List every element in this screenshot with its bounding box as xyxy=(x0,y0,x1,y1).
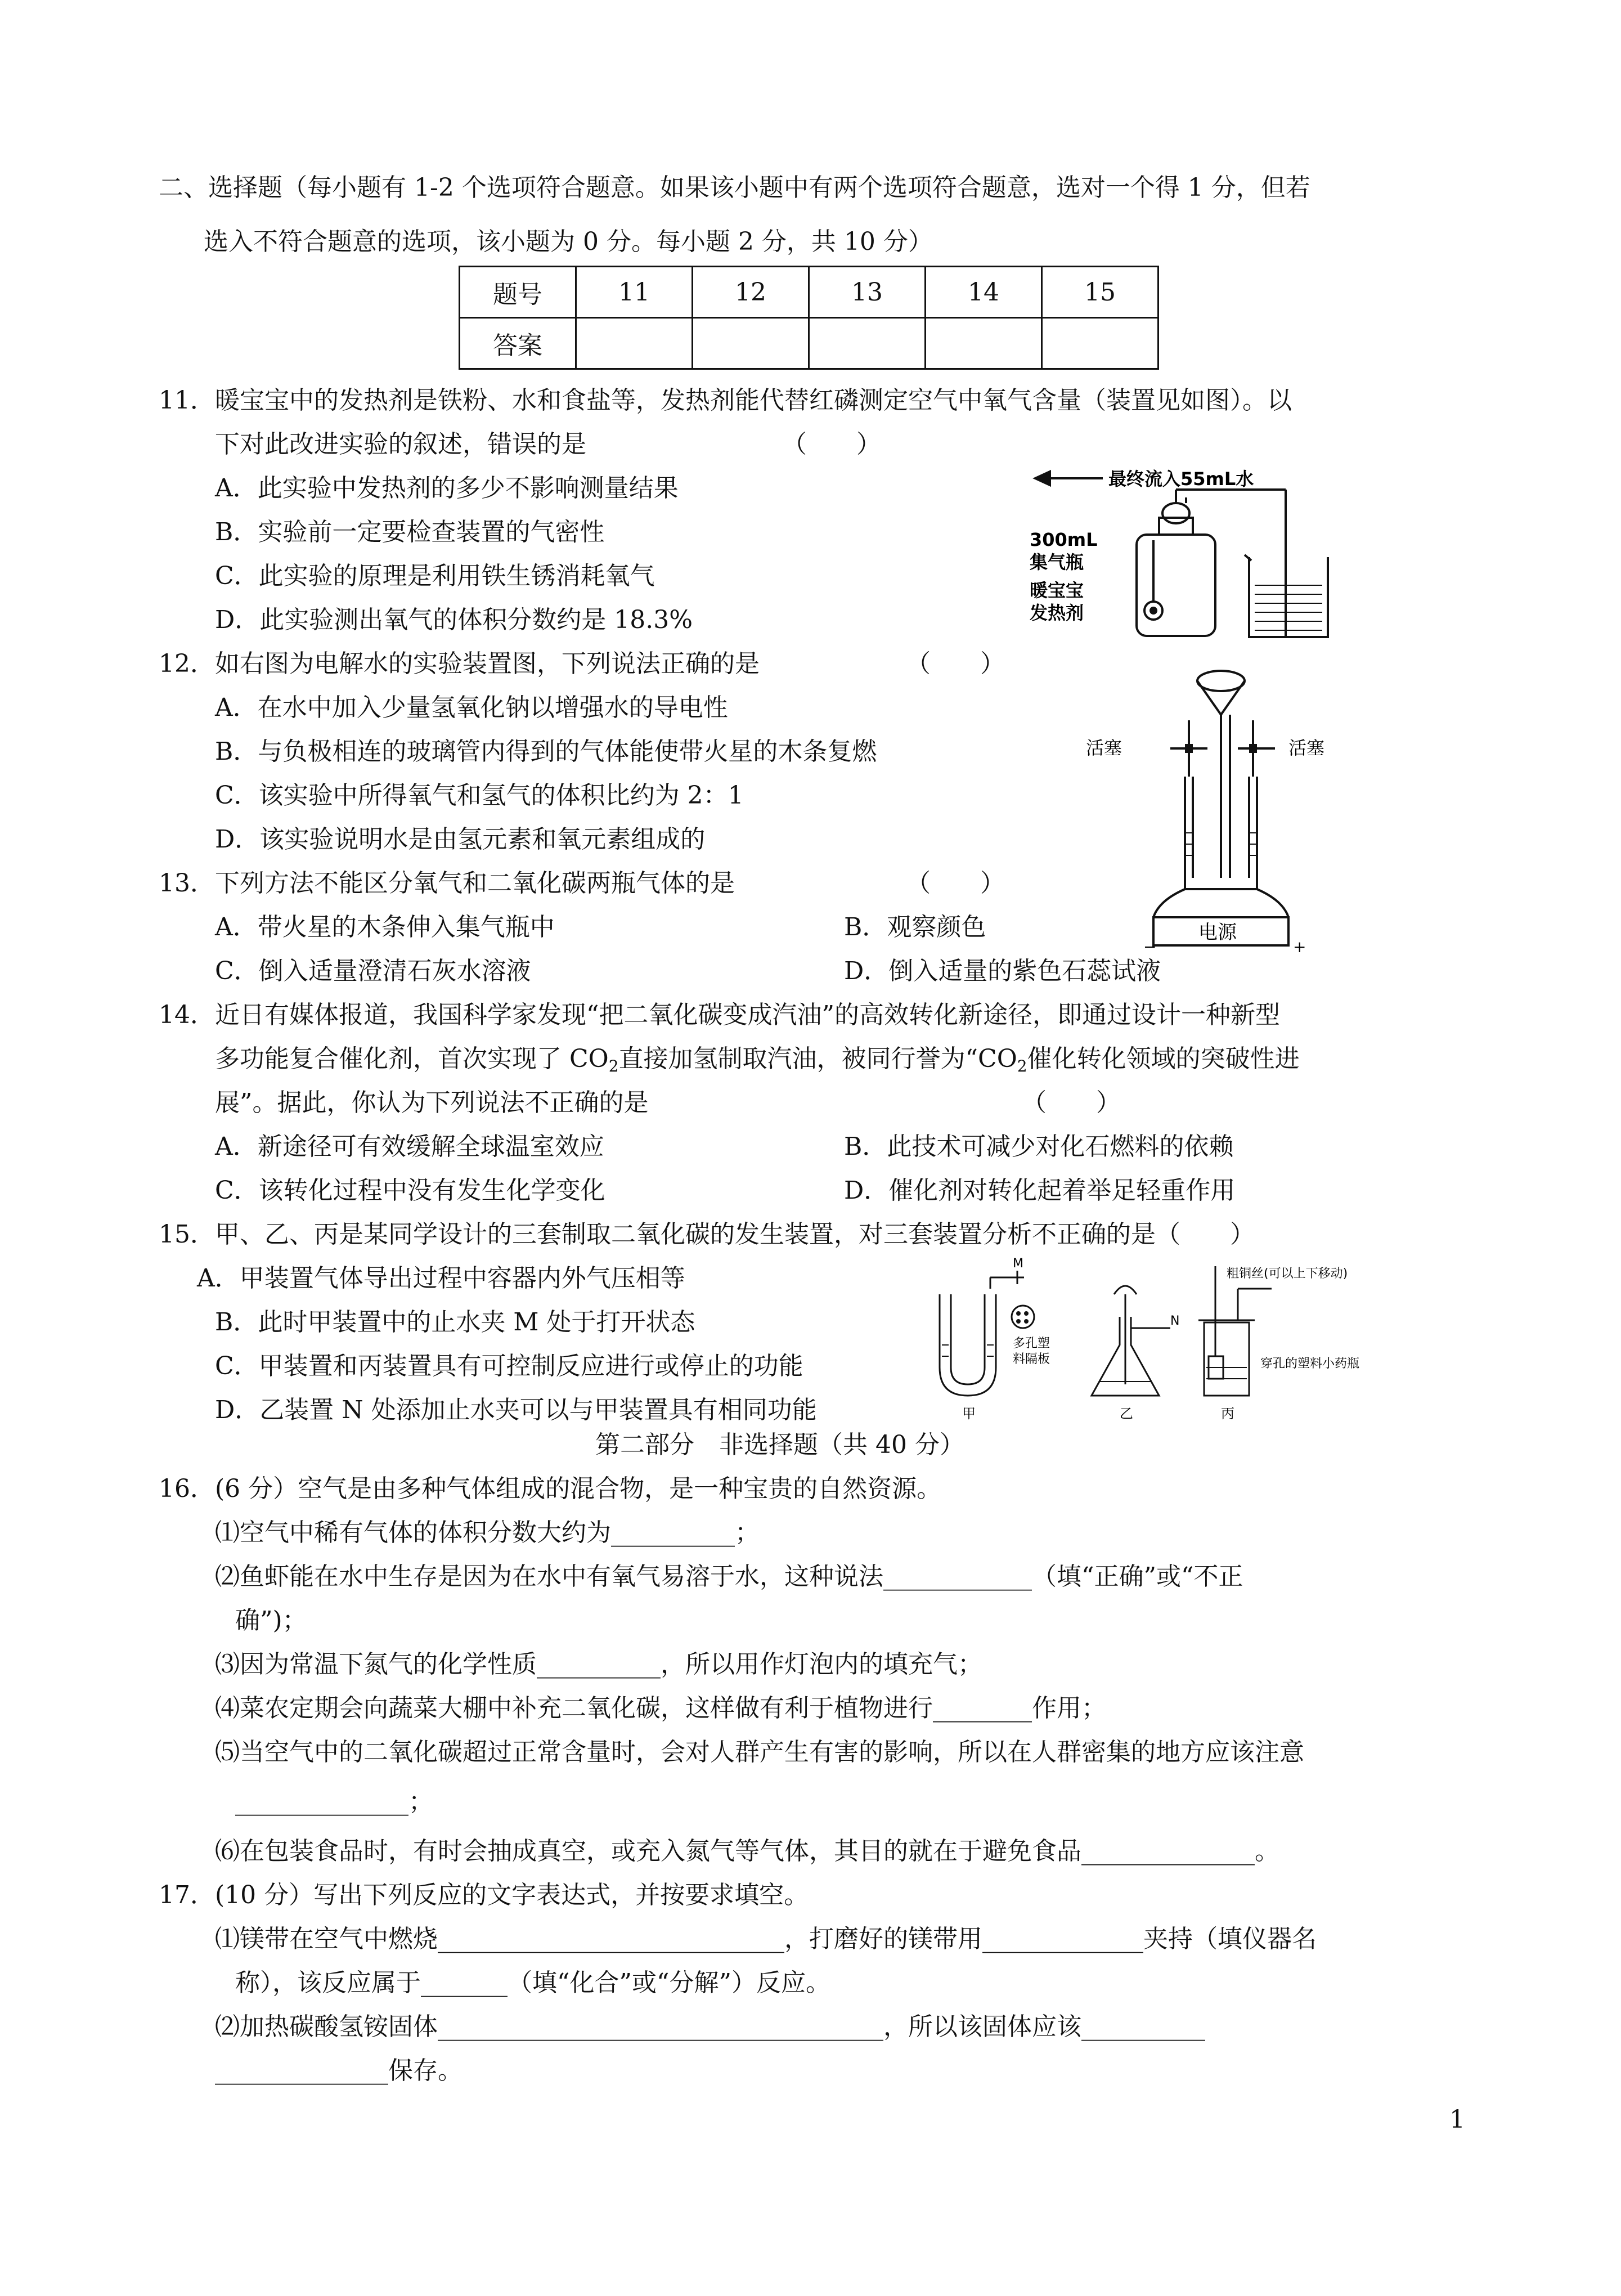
figure-label: N xyxy=(1170,1314,1180,1328)
table-cell-number: 14 xyxy=(926,267,1042,318)
sub-question: ⑸当空气中的二氧化碳超过正常含量时，会对人群产生有害的影响，所以在人群密集的地方应该注意 xyxy=(215,1738,1304,1766)
option-a: A．在水中加入少量氢氧化钠以增强水的导电性 xyxy=(215,693,728,722)
table-cell-number: 15 xyxy=(1042,267,1159,318)
part-heading: 第二部分 非选择题（共 40 分） xyxy=(595,1430,964,1459)
option-c: C．此实验的原理是利用铁生锈消耗氧气 xyxy=(215,562,655,590)
answer-paren: （ ） xyxy=(782,430,881,459)
figure-label: M xyxy=(1013,1257,1023,1271)
sub-question: ⑹在包装食品时，有时会抽成真空，或充入氮气等气体，其目的就在于避免食品______________。 xyxy=(215,1837,1279,1866)
option-b: B．此时甲装置中的止水夹 M 处于打开状态 xyxy=(215,1308,695,1337)
sub-question-cont: 确”)； xyxy=(235,1606,307,1635)
option-a: A．新途径可有效缓解全球温室效应 xyxy=(215,1132,604,1161)
option-b: B．观察颜色 xyxy=(844,913,986,941)
answer-cell[interactable] xyxy=(1042,318,1159,369)
answer-cell[interactable] xyxy=(576,318,693,369)
figure-label: 粗铜丝(可以上下移动) xyxy=(1227,1267,1348,1281)
option-b: B．实验前一定要检查装置的气密性 xyxy=(215,518,605,546)
subscript: 2 xyxy=(1017,1057,1027,1075)
sub-question-cont: 称），该反应属于_______（填“化合”或“分解”）反应。 xyxy=(235,1968,830,1997)
question-17-stem: 17．(10 分）写出下列反应的文字表达式，并按要求填空。 xyxy=(159,1881,809,1909)
figure-label: 活塞 xyxy=(1086,737,1122,759)
table-row xyxy=(460,267,1159,318)
text-segment: 催化转化领域的突破性进 xyxy=(1027,1044,1300,1073)
sub-question: ⑵鱼虾能在水中生存是因为在水中有氧气易溶于水，这种说法____________（填“正确”或“不正 xyxy=(215,1562,1243,1591)
option-c: C．甲装置和丙装置具有可控制反应进行或停止的功能 xyxy=(215,1352,803,1380)
text-segment: 直接加氢制取汽油，被同行誉为“CO xyxy=(618,1044,1017,1073)
question-15-stem: 15．甲、乙、丙是某同学设计的三套制取二氧化碳的发生装置，对三套装置分析不正确的是（ ） xyxy=(159,1220,1255,1249)
answer-paren: （ ） xyxy=(1022,1088,1121,1117)
figure-label: 丙 xyxy=(1221,1406,1234,1421)
answer-table xyxy=(459,266,1159,370)
option-c: C．该实验中所得氧气和氢气的体积比约为 2：1 xyxy=(215,781,744,810)
question-11-stem-cont: 下对此改进实验的叙述，错误的是 xyxy=(215,430,586,459)
sub-question: ⑷菜农定期会向蔬菜大棚中补充二氧化碳，这样做有利于植物进行________作用； xyxy=(215,1694,1106,1723)
figure-label: + xyxy=(1293,938,1306,956)
option-b: B．与负极相连的玻璃管内得到的气体能使带火星的木条复燃 xyxy=(215,737,877,766)
option-a: A．甲装置气体导出过程中容器内外气压相等 xyxy=(197,1264,685,1293)
figure-label: − xyxy=(1143,938,1157,956)
oxygen-measure-figure xyxy=(1024,461,1384,647)
figure-label: 发热剂 xyxy=(1030,602,1084,624)
figure-label: 料隔板 xyxy=(1013,1352,1050,1366)
option-d: D．此实验测出氧气的体积分数约是 18.3% xyxy=(215,606,693,634)
figure-label: 集气瓶 xyxy=(1030,551,1084,573)
co2-apparatus-figure xyxy=(923,1255,1384,1424)
question-14-stem-cont: 展”。据此，你认为下列说法不正确的是 xyxy=(215,1088,649,1117)
option-b: B．此技术可减少对化石燃料的依赖 xyxy=(844,1132,1234,1161)
section-heading: 二、选择题（每小题有 1-2 个选项符合题意。如果该小题中有两个选项符合题意，选对一个得 1 分，但若 xyxy=(159,173,1310,202)
figure-label: 最终流入55mL水 xyxy=(1108,468,1254,490)
option-c: C．该转化过程中没有发生化学变化 xyxy=(215,1176,605,1205)
figure-label: 活塞 xyxy=(1288,737,1325,759)
answer-cell[interactable] xyxy=(809,318,926,369)
question-12-stem: 12．如右图为电解水的实验装置图，下列说法正确的是 xyxy=(159,649,760,678)
figure-label: 300mL xyxy=(1030,529,1098,550)
table-cell-number: 11 xyxy=(576,267,693,318)
table-cell-number: 12 xyxy=(693,267,809,318)
answer-cell[interactable] xyxy=(926,318,1042,369)
figure-label: 电源 xyxy=(1198,921,1237,944)
sub-question: ⑴空气中稀有气体的体积分数大约为__________； xyxy=(215,1518,760,1547)
table-cell-number: 13 xyxy=(809,267,926,318)
answer-paren: （ ） xyxy=(906,869,1005,898)
subscript: 2 xyxy=(608,1057,619,1075)
sub-question: ⑵加热碳酸氢铵固体____________________________________，所以该固体应该__________ xyxy=(215,2012,1205,2041)
page-number: 1 xyxy=(1449,2105,1465,2134)
figure-label: 暖宝宝 xyxy=(1030,580,1084,601)
option-d: D．该实验说明水是由氢元素和氧元素组成的 xyxy=(215,825,706,854)
table-row xyxy=(460,318,1159,369)
figure-label: 多孔塑 xyxy=(1013,1337,1050,1351)
option-d: D．乙装置 N 处添加止水夹可以与甲装置具有相同功能 xyxy=(215,1396,817,1424)
figure-label: 甲 xyxy=(962,1406,976,1421)
answer-paren: （ ） xyxy=(906,649,1005,678)
electrolysis-figure xyxy=(1080,664,1373,957)
question-14-stem: 14．近日有媒体报道，我国科学家发现“把二氧化碳变成汽油”的高效转化新途径，即通过设计一种新型 xyxy=(159,1001,1280,1029)
question-13-stem: 13．下列方法不能区分氧气和二氧化碳两瓶气体的是 xyxy=(159,869,735,898)
option-a: A．此实验中发热剂的多少不影响测量结果 xyxy=(215,474,679,503)
section-heading-cont: 选入不符合题意的选项，该小题为 0 分。每小题 2 分，共 10 分） xyxy=(204,227,933,256)
question-11-stem: 11．暖宝宝中的发热剂是铁粉、水和食盐等，发热剂能代替红磷测定空气中氧气含量（装置见如图）。以 xyxy=(159,386,1292,415)
sub-question: ⑶因为常温下氮气的化学性质__________，所以用作灯泡内的填充气； xyxy=(215,1650,982,1679)
question-14-stem-cont xyxy=(215,1044,1300,1075)
question-16-stem: 16．(6 分）空气是由多种气体组成的混合物，是一种宝贵的自然资源。 xyxy=(159,1474,942,1503)
sub-question-cont: ______________保存。 xyxy=(215,2056,462,2085)
option-d: D．倒入适量的紫色石蕊试液 xyxy=(844,957,1161,985)
table-cell-label: 答案 xyxy=(460,318,576,369)
figure-label: 乙 xyxy=(1120,1406,1133,1421)
text-segment: 多功能复合催化剂，首次实现了 CO xyxy=(215,1044,609,1073)
sub-question-cont: ______________； xyxy=(235,1787,433,1816)
option-d: D．催化剂对转化起着举足轻重作用 xyxy=(844,1176,1236,1205)
option-a: A．带火星的木条伸入集气瓶中 xyxy=(215,913,555,941)
sub-question: ⑴镁带在空气中燃烧____________________________，打磨好的镁带用_____________夹持（填仪器名 xyxy=(215,1925,1317,1953)
table-cell-label: 题号 xyxy=(460,267,576,318)
answer-cell[interactable] xyxy=(693,318,809,369)
figure-label: 穿孔的塑料小药瓶 xyxy=(1260,1357,1360,1371)
option-c: C．倒入适量澄清石灰水溶液 xyxy=(215,957,531,985)
